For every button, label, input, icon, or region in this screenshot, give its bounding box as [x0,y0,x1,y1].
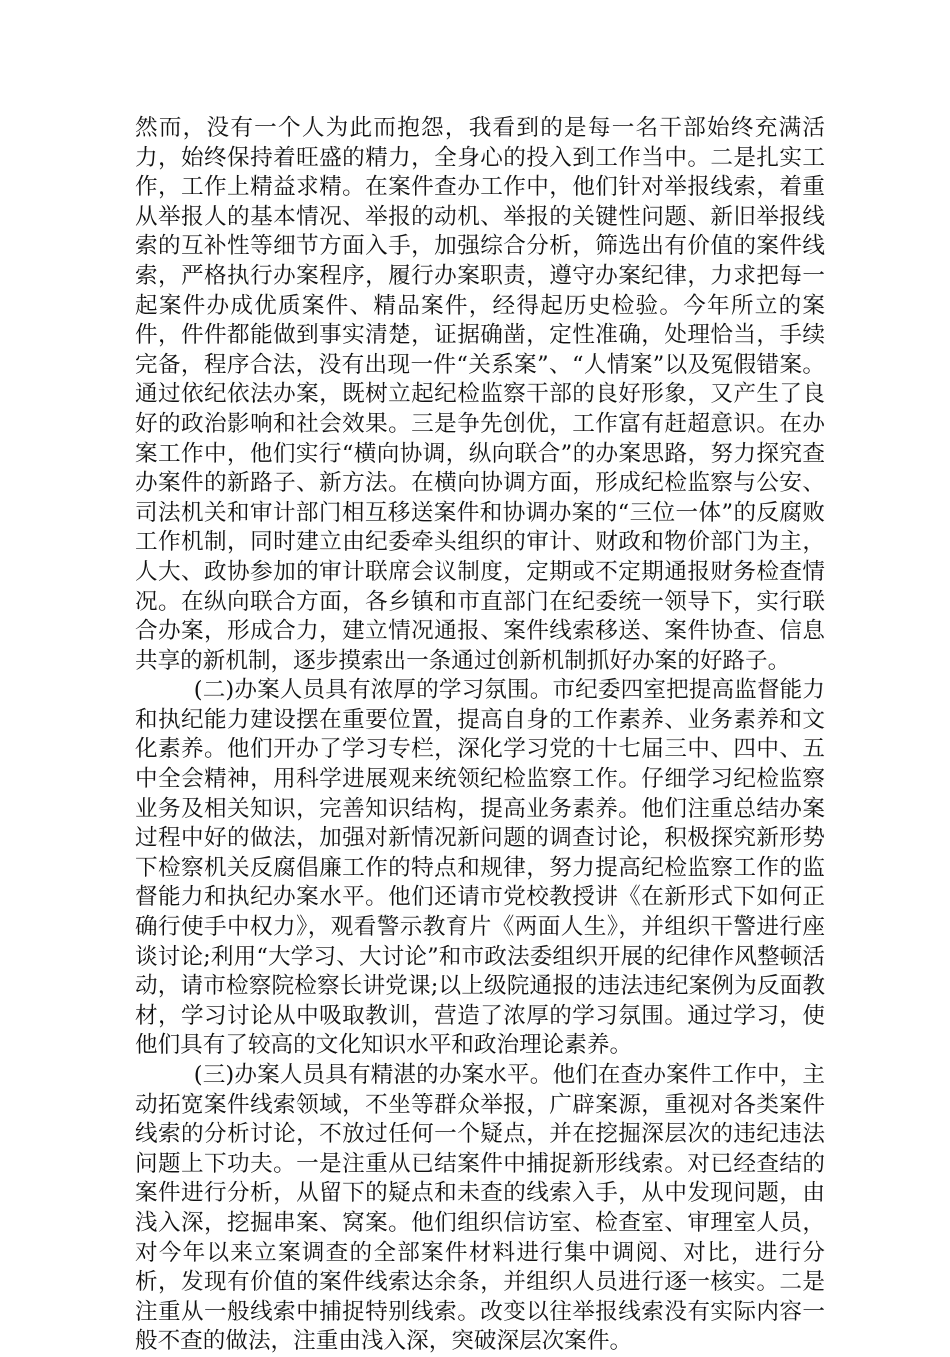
paragraph-section-two: (二)办案人员具有浓厚的学习氛围。市纪委四室把提高监督能力和执纪能力建设摆在重要位置，提高自身的工作素养、业务素养和文化素养。他们开办了学习专栏，深化学习党的十七届三中、四中、五中全会精神，用科学进展观来统领纪检监察工作。仔细学习纪检监察业务及相关知识，完善知识结构，提高业务素养。他们注重总结办案过程中好的做法，加强对新情况新问题的调查讨论，积极探究新形势下检察机关反腐倡廉工作的特点和规律，努力提高纪检监察工作的监督能力和执纪办案水平。他们还请市党校教授讲《在新形式下如何正确行使手中权力》，观看警示教育片《两面人生》，并组织干警进行座谈讨论;利用“大学习、大讨论”和市政法委组织开展的纪律作风整顿活动，请市检察院检察长讲党课;以上级院通报的违法违纪案例为反面教材，学习讨论从中吸取教训，营造了浓厚的学习氛围。通过学习，使他们具有了较高的文化知识水平和政治理论素养。 [135,677,825,1059]
paragraph-section-three: (三)办案人员具有精湛的办案水平。他们在查办案件工作中，主动拓宽案件线索领域，不坐等群众举报，广辟案源，重视对各类案件线索的分析讨论，不放过任何一个疑点，并在挖掘深层次的违纪违法问题上下功夫。一是注重从已结案件中捕捉新形线索。对已经查结的案件进行分析，从留下的疑点和未查的线索入手，从中发现问题，由浅入深，挖掘串案、窝案。他们组织信访室、检查室、审理室人员，对今年以来立案调查的全部案件材料进行集中调阅、对比，进行分析，发现有价值的案件线索达余条，并组织人员进行逐一核实。二是注重从一般线索中捕捉特别线索。改变以往举报线索没有实际内容一般不查的做法，注重由浅入深，突破深层次案件。 [135,1062,825,1355]
paragraph-continuation: 然而，没有一个人为此而抱怨，我看到的是每一名干部始终充满活力，始终保持着旺盛的精力，全身心的投入到工作当中。二是扎实工作，工作上精益求精。在案件查办工作中，他们针对举报线索，着重从举报人的基本情况、举报的动机、举报的关键性问题、新旧举报线索的互补性等细节方面入手，加强综合分析，筛选出有价值的案件线索，严格执行办案程序，履行办案职责，遵守办案纪律，力求把每一起案件办成优质案件、精品案件，经得起历史检验。今年所立的案件，件件都能做到事实清楚，证据确凿，定性准确，处理恰当，手续完备，程序合法，没有出现一件“关系案”、“人情案”以及冤假错案。通过依纪依法办案，既树立起纪检监察干部的良好形象，又产生了良好的政治影响和社会效果。三是争先创优，工作富有赶超意识。在办案工作中，他们实行“横向协调，纵向联合”的办案思路，努力探究查办案件的新路子、新方法。在横向协调方面，形成纪检监察与公安、司法机关和审计部门相互移送案件和协调办案的“三位一体”的反腐败工作机制，同时建立由纪委牵头组织的审计、财政和物价部门为主，人大、政协参加的审计联席会议制度，定期或不定期通报财务检查情况。在纵向联合方面，各乡镇和市直部门在纪委统一领导下，实行联合办案，形成合力，建立情况通报、案件线索移送、案件协查、信息共享的新机制，逐步摸索出一条通过创新机制抓好办案的好路子。 [135,115,825,674]
body-text [135,114,825,1357]
